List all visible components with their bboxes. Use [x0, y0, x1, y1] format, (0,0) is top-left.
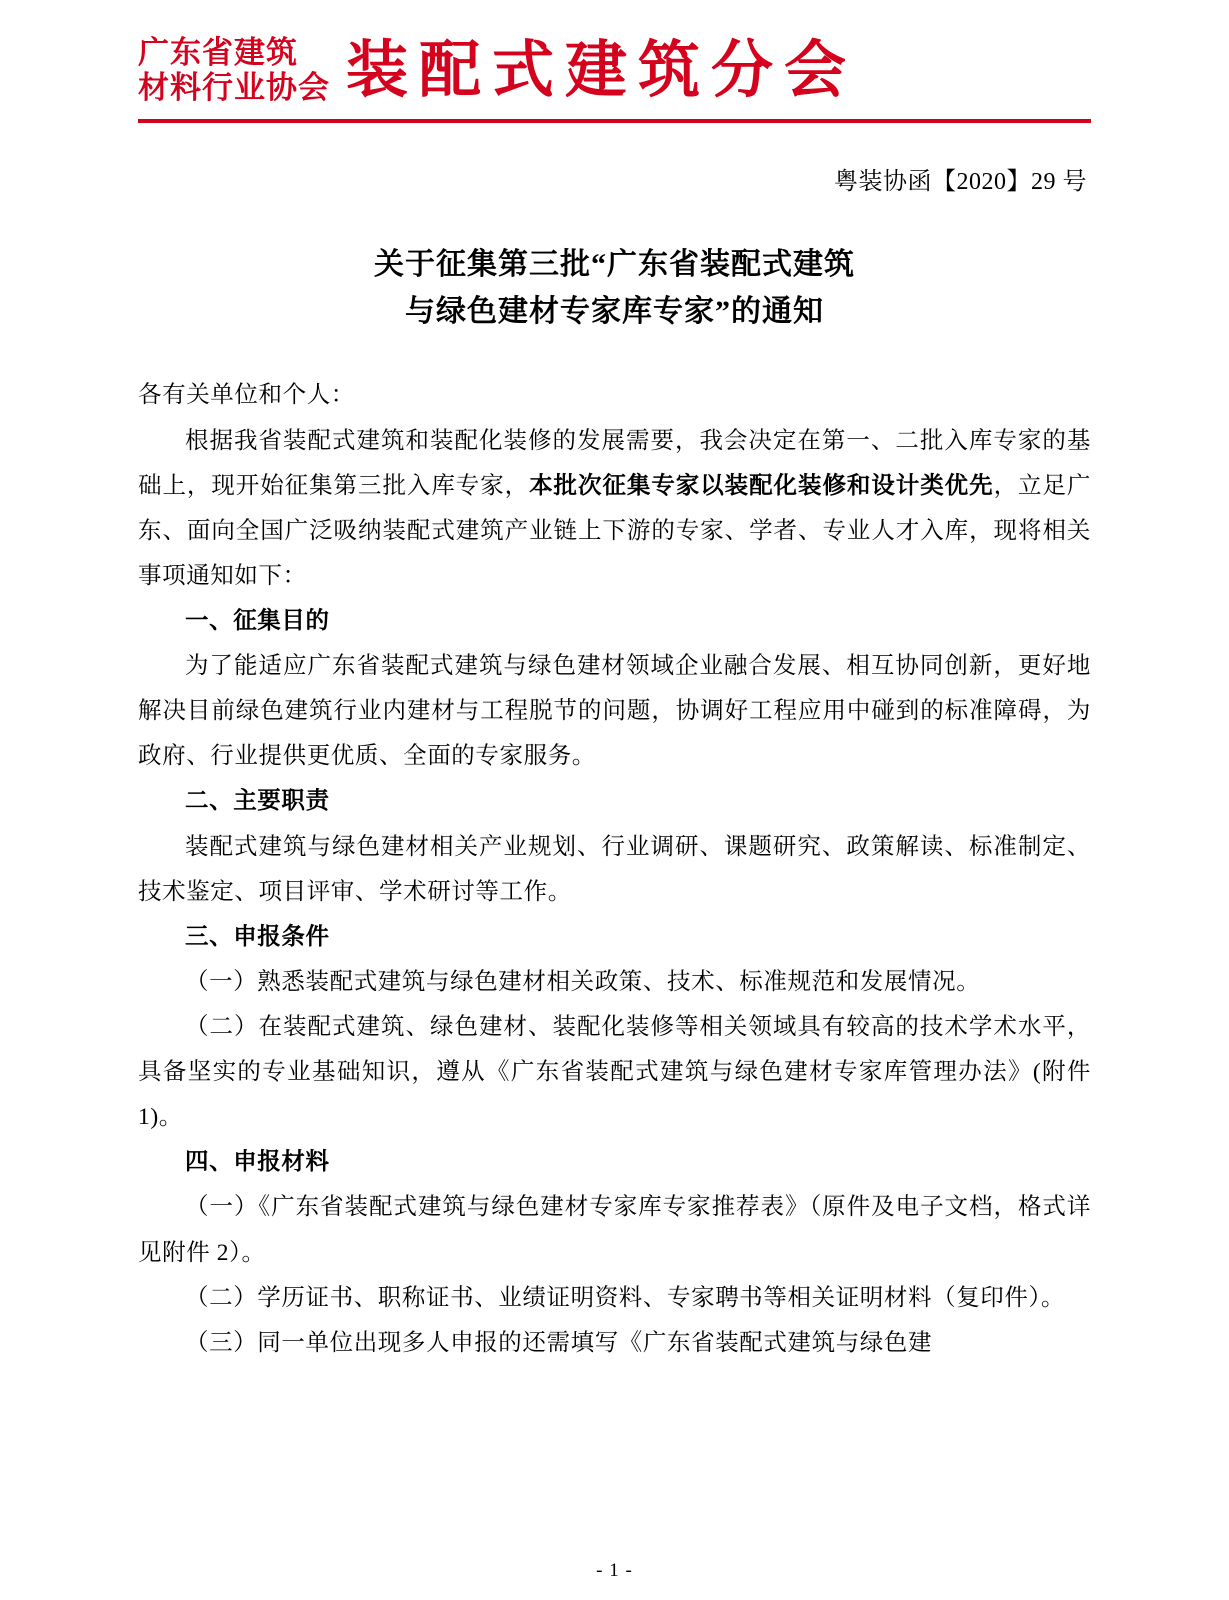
intro-part-1: 根据我省装配式建筑和装配化装修的发展需要，我会决定在第一、二批入库专家的基础上，现开始征集第三批入库专家， [138, 427, 1091, 499]
document-number: 粤装协函【2020】29 号 [834, 169, 1087, 196]
section-heading-1: 一、征集目的 [185, 607, 330, 634]
section-4-paragraph-1: （一）《广东省装配式建筑与绿色建材专家库专家推荐表》（原件及电子文档，格式详见附件 2）。 [138, 1194, 1091, 1266]
intro-paragraph [138, 419, 1091, 599]
section-4-paragraph-3: （三）同一单位出现多人申报的还需填写《广东省装配式建筑与绿色建 [185, 1329, 933, 1356]
intro-emphasis: 本批次征集专家以装配化装修和设计类优先 [529, 472, 994, 499]
section-4-paragraph-2: （二）学历证书、职称证书、业绩证明资料、专家聘书等相关证明材料（复印件）。 [185, 1284, 1065, 1311]
section-heading-3: 三、申报条件 [185, 923, 330, 950]
section-heading-4: 四、申报材料 [185, 1149, 330, 1176]
section-3-paragraph-2: （二）在装配式建筑、绿色建材、装配化装修等相关领域具有较高的技术学术水平，具备坚实的专业基础知识，遵从《广东省装配式建筑与绿色建材专家库管理办法》(附件 1)。 [138, 1013, 1091, 1131]
section-1-paragraph-1: 为了能适应广东省装配式建筑与绿色建材领域企业融合发展、相互协同创新，更好地解决目前绿色建筑行业内建材与工程脱节的问题，协调好工程应用中碰到的标准障碍，为政府、行业提供更优质、全面的专家服务。 [138, 653, 1091, 770]
salutation: 各有关单位和个人： [138, 382, 355, 409]
page-number: - 1 - [596, 1560, 633, 1581]
association-name-line2: 材料行业协会 [138, 69, 330, 106]
letterhead [138, 0, 1091, 105]
branch-name: 装配式建筑分会 [346, 32, 858, 106]
page-title-line2: 与绿色建材专家库专家”的通知 [405, 294, 824, 328]
section-heading-2: 二、主要职责 [185, 788, 330, 815]
section-3-paragraph-1: （一）熟悉装配式建筑与绿色建材相关政策、技术、标准规范和发展情况。 [185, 968, 981, 995]
association-name [138, 34, 330, 105]
page-title [138, 242, 1091, 335]
letterhead-divider [138, 119, 1091, 123]
association-name-line1: 广东省建筑 [138, 35, 298, 71]
section-2-paragraph-1: 装配式建筑与绿色建材相关产业规划、行业调研、课题研究、政策解读、标准制定、技术鉴定、项目评审、学术研讨等工作。 [138, 833, 1091, 905]
intro-part-2: ，立足广东、面向全国广泛吸纳装配式建筑产业链上下游的专家、学者、专业人才入库，现将相关事项通知如下： [138, 472, 1091, 589]
page-title-line1: 关于征集第三批“广东省装配式建筑 [374, 248, 855, 282]
document-body [138, 373, 1091, 1365]
